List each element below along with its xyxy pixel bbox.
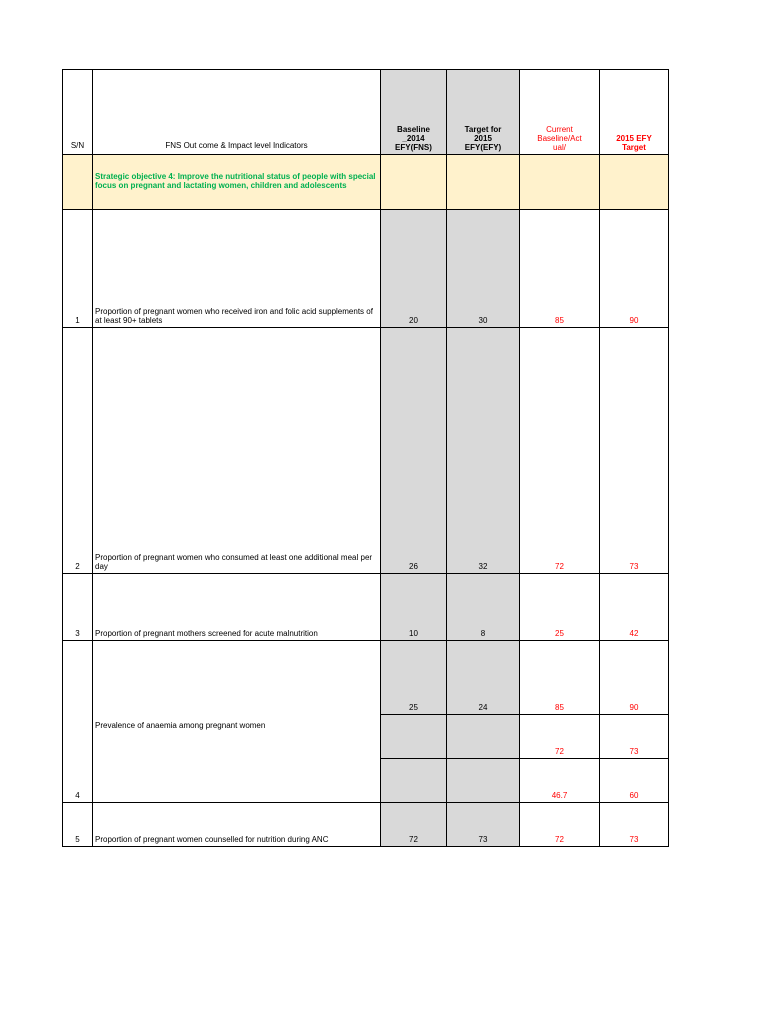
row-baseline: 26 — [381, 328, 447, 574]
row-target — [447, 759, 520, 803]
objective-target — [447, 155, 520, 210]
header-current — [520, 70, 600, 155]
header-current-line1: Current — [546, 125, 573, 134]
row-indicator: Proportion of pregnant mothers screened for acute malnutrition — [93, 574, 381, 641]
header-target-line2: 2015 — [474, 134, 492, 143]
row-efy-target: 73 — [600, 715, 669, 759]
row-efy-target: 73 — [600, 803, 669, 847]
row-baseline: 25 — [381, 641, 447, 715]
objective-current — [520, 155, 600, 210]
header-efy-line2: Target — [622, 143, 646, 152]
row-baseline: 10 — [381, 574, 447, 641]
header-target — [447, 70, 520, 155]
row-sn: 4 — [63, 641, 93, 803]
objective-baseline — [381, 155, 447, 210]
objective-sn — [63, 155, 93, 210]
row-current: 85 — [520, 641, 600, 715]
row-target: 32 — [447, 328, 520, 574]
row-target — [447, 715, 520, 759]
row-efy-target: 90 — [600, 210, 669, 328]
row-baseline: 20 — [381, 210, 447, 328]
row-target: 8 — [447, 574, 520, 641]
header-baseline-line2: _2014 — [402, 134, 425, 143]
row-sn: 5 — [63, 803, 93, 847]
header-current-line2: Baseline/Act — [537, 134, 582, 143]
table-row — [63, 210, 669, 328]
row-sn: 3 — [63, 574, 93, 641]
header-current-line3: ual/ — [553, 143, 566, 152]
row-efy-target: 73 — [600, 328, 669, 574]
row-sn: 2 — [63, 328, 93, 574]
row-current: 85 — [520, 210, 600, 328]
row-indicator: Prevalence of anaemia among pregnant women — [93, 641, 381, 803]
row-target: 73 — [447, 803, 520, 847]
row-baseline — [381, 715, 447, 759]
row-sn: 1 — [63, 210, 93, 328]
row-baseline — [381, 759, 447, 803]
indicator-table — [62, 69, 669, 847]
row-current: 72 — [520, 803, 600, 847]
table-row — [63, 328, 669, 574]
header-target-line1: Target for — [464, 125, 502, 134]
header-sn: S/N — [63, 70, 93, 155]
header-baseline-line1: Baseline — [397, 125, 430, 134]
objective-text: Strategic objective 4: Improve the nutritional status of people with special focus on pregnant and lactating women, children and adolescents — [93, 155, 381, 210]
row-efy-target: 60 — [600, 759, 669, 803]
row-current: 25 — [520, 574, 600, 641]
header-row — [63, 70, 669, 155]
row-baseline: 72 — [381, 803, 447, 847]
row-efy-target: 42 — [600, 574, 669, 641]
table-row — [63, 641, 669, 715]
objective-row — [63, 155, 669, 210]
table-row — [63, 574, 669, 641]
table-row — [63, 803, 669, 847]
row-indicator: Proportion of pregnant women who received iron and folic acid supplements of at least 90+ tablets — [93, 210, 381, 328]
row-target: 30 — [447, 210, 520, 328]
header-efy-target — [600, 70, 669, 155]
row-efy-target: 90 — [600, 641, 669, 715]
row-current: 46.7 — [520, 759, 600, 803]
row-target: 24 — [447, 641, 520, 715]
row-current: 72 — [520, 715, 600, 759]
row-indicator: Proportion of pregnant women counselled for nutrition during ANC — [93, 803, 381, 847]
objective-efy — [600, 155, 669, 210]
header-baseline-line3: EFY(FNS) — [395, 143, 432, 152]
header-target-line3: EFY(EFY) — [464, 143, 502, 152]
header-indicator: FNS Out come & Impact level Indicators — [93, 70, 381, 155]
row-current: 72 — [520, 328, 600, 574]
row-indicator: Proportion of pregnant women who consumed at least one additional meal per day — [93, 328, 381, 574]
header-baseline — [381, 70, 447, 155]
header-efy-line1: 2015 EFY — [616, 134, 652, 143]
